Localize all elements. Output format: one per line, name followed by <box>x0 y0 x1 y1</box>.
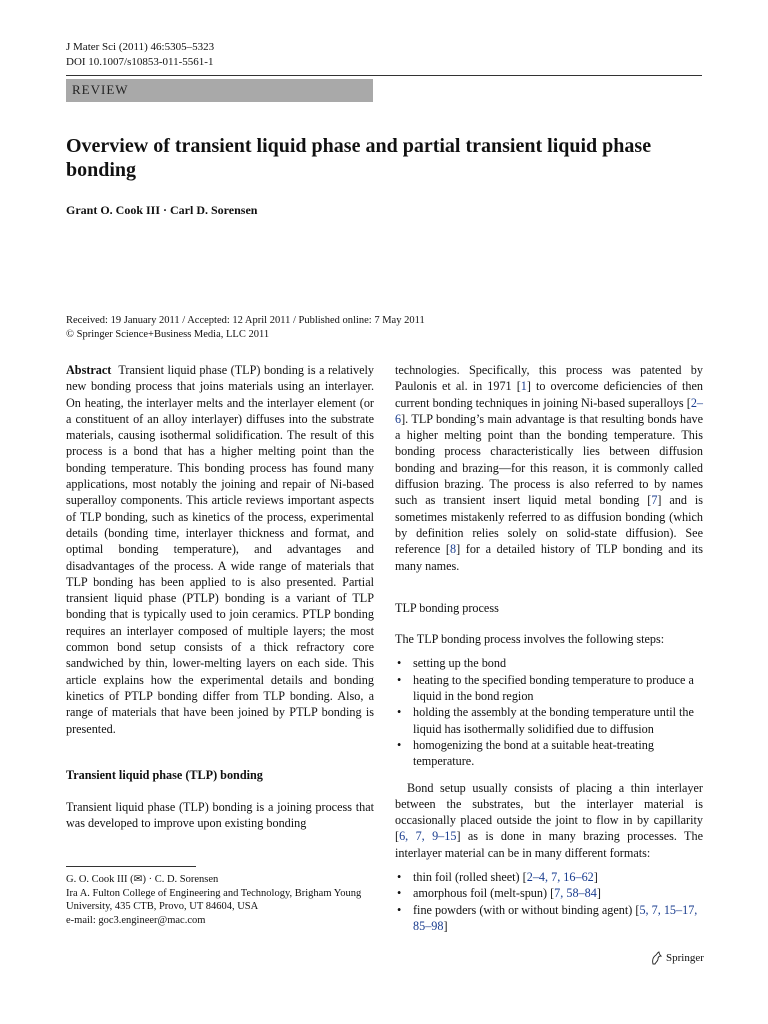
section-paragraph: Transient liquid phase (TLP) bonding is a joining process that was developed to improve upon existing bonding <box>66 800 374 831</box>
text-run: Bond setup usually consists of placing a thin interlayer between the substrates, but the interlayer material is occasionally placed outside the joint to flow in by capillarity [ <box>395 780 703 844</box>
text-run: ] <box>596 886 601 901</box>
header-rule <box>66 75 702 76</box>
bullet-icon: • <box>397 870 402 885</box>
springer-horse-icon <box>650 951 662 965</box>
publication-dates <box>66 314 425 342</box>
list-item <box>395 704 703 737</box>
right-column <box>395 362 703 934</box>
bullet-icon: • <box>397 672 402 687</box>
bullet-icon: • <box>397 656 402 671</box>
text-run: ] to overcome deficiencies of then current bonding techniques in joining Ni-based superalloys [ <box>395 379 703 410</box>
citation-link[interactable]: 6, 7, 9–15 <box>399 829 457 844</box>
text-run: ] and is sometimes mistakenly referred to as diffusion bonding (which by definition relies solely on solid-state diffusion). See reference [ <box>395 493 703 557</box>
citation-link[interactable]: 7, 58–84 <box>554 886 597 901</box>
subsection-heading: TLP bonding process <box>395 600 499 615</box>
section-label-bar <box>66 79 373 102</box>
text-run: ] for a detailed history of TLP bonding and its many names. <box>395 542 703 573</box>
list-item-text: holding the assembly at the bonding temperature until the liquid has isothermally solidified due to diffusion <box>413 705 694 736</box>
text-run: ] <box>593 870 598 885</box>
list-item-text: homogenizing the bond at a suitable heat-treating temperature. <box>413 737 654 769</box>
list-item-text: thin foil (rolled sheet) [ <box>413 870 527 885</box>
bullet-icon: • <box>397 737 402 752</box>
footnote-authors: G. O. Cook III (✉) · C. D. Sorensen <box>66 874 219 885</box>
abstract <box>66 362 374 737</box>
intro-paragraph <box>395 362 703 574</box>
list-item-text: heating to the specified bonding temperature to produce a liquid in the bond region <box>413 672 694 704</box>
citation-link[interactable]: 2–4, 7, 16–62 <box>526 870 594 885</box>
citation-link[interactable]: 5, 7, 15–17, 85–98 <box>413 902 698 933</box>
list-item <box>395 672 703 705</box>
abstract-text: Transient liquid phase (TLP) bonding is a relatively new bonding process that joins materials using an interlayer. On heating, the interlayer melts and the interlayer element (or a constituent of an alloy interlayer) diffuses into the substrate materials, causing isothermal solidification. The result of this process is a bond that has a higher melting point than the bonding temperature. This bonding process has found many applications, most notably the joining and repair of Ni-based superalloy components. This article reviews important aspects of TLP bonding, such as kinetics of the process, experimental details (bonding time, interlayer thickness and format, and optimal bonding temperature), and advantages and disadvantages of the process. A wide range of materials that TLP bonding has been applied to is also presented. Partial transient liquid phase (PTLP) bonding is a variant of TLP bonding that is typically used to join ceramics. PTLP bonding requires an interlayer composed of multiple layers; the most common bond setup consists of a thick refractory core sandwiched by thin, lower-melting layers on each side. This article explains how the experimental details and bonding kinetics of PTLP bonding differ from TLP bonding. Also, a range of materials that have been joined by PTLP bonding is presented. <box>66 363 374 736</box>
steps-intro: The TLP bonding process involves the following steps: <box>395 632 665 647</box>
text-run: ] as is done in many brazing processes. The interlayer material can be in many different formats: <box>395 829 703 860</box>
text-run: technologies. Specifically, this process was patented by Paulonis et al. in 1971 [ <box>395 363 703 394</box>
section-label: REVIEW <box>72 82 129 97</box>
list-item <box>395 902 703 935</box>
author-list: Grant O. Cook III · Carl D. Sorensen <box>66 203 258 217</box>
list-item-text: setting up the bond <box>413 656 507 671</box>
publisher-logo <box>650 951 704 965</box>
list-item-text: fine powders (with or without binding agent) [ <box>413 902 640 917</box>
list-item <box>395 737 703 770</box>
bullet-icon: • <box>397 902 402 917</box>
list-item <box>395 655 703 671</box>
text-run: ]. TLP bonding’s main advantage is that resulting bonds have a higher melting point than the bonding temperature. This bonding process characteristically lies between diffusion bonding and brazing—for this reason, it is commonly called diffusion brazing. The process is also referred to by names such as transient insert liquid metal bonding [ <box>395 411 703 508</box>
formats-list <box>395 869 703 934</box>
citation-link[interactable]: 1 <box>520 379 527 394</box>
abstract-label: Abstract <box>66 363 112 377</box>
doi-line: DOI 10.1007/s10853-011-5561-1 <box>66 56 214 68</box>
footnote-rule <box>66 866 196 867</box>
text-run: ] <box>443 918 448 933</box>
received-line: Received: 19 January 2011 / Accepted: 12 April 2011 / Published online: 7 May 2011 <box>66 315 425 326</box>
article-title: Overview of transient liquid phase and partial transient liquid phase bonding <box>66 135 652 181</box>
bullet-icon: • <box>397 886 402 901</box>
citation-link[interactable]: 7 <box>651 493 658 508</box>
section-heading: Transient liquid phase (TLP) bonding <box>66 767 263 782</box>
journal-line: J Mater Sci (2011) 46:5305–5323 <box>66 41 215 53</box>
list-item <box>395 885 703 901</box>
footnote-affiliation: Ira A. Fulton College of Engineering and Technology, Brigham Young University, 435 CTB, Provo, UT 84604, USA <box>66 887 362 912</box>
citation-link[interactable]: 2–6 <box>395 395 703 426</box>
list-item-text: amorphous foil (melt-spun) [ <box>413 886 555 901</box>
left-column <box>66 362 374 832</box>
list-item <box>395 869 703 885</box>
bullet-icon: • <box>397 705 402 720</box>
copyright-line: © Springer Science+Business Media, LLC 2011 <box>66 329 270 340</box>
steps-list <box>395 655 703 769</box>
journal-citation <box>66 40 214 70</box>
bond-setup-paragraph <box>395 780 703 861</box>
citation-link[interactable]: 8 <box>450 542 457 557</box>
footnote-email[interactable]: e-mail: goc3.engineer@mac.com <box>66 914 206 926</box>
publisher-name: Springer <box>666 952 704 964</box>
author-affiliation-footnote <box>66 873 376 927</box>
